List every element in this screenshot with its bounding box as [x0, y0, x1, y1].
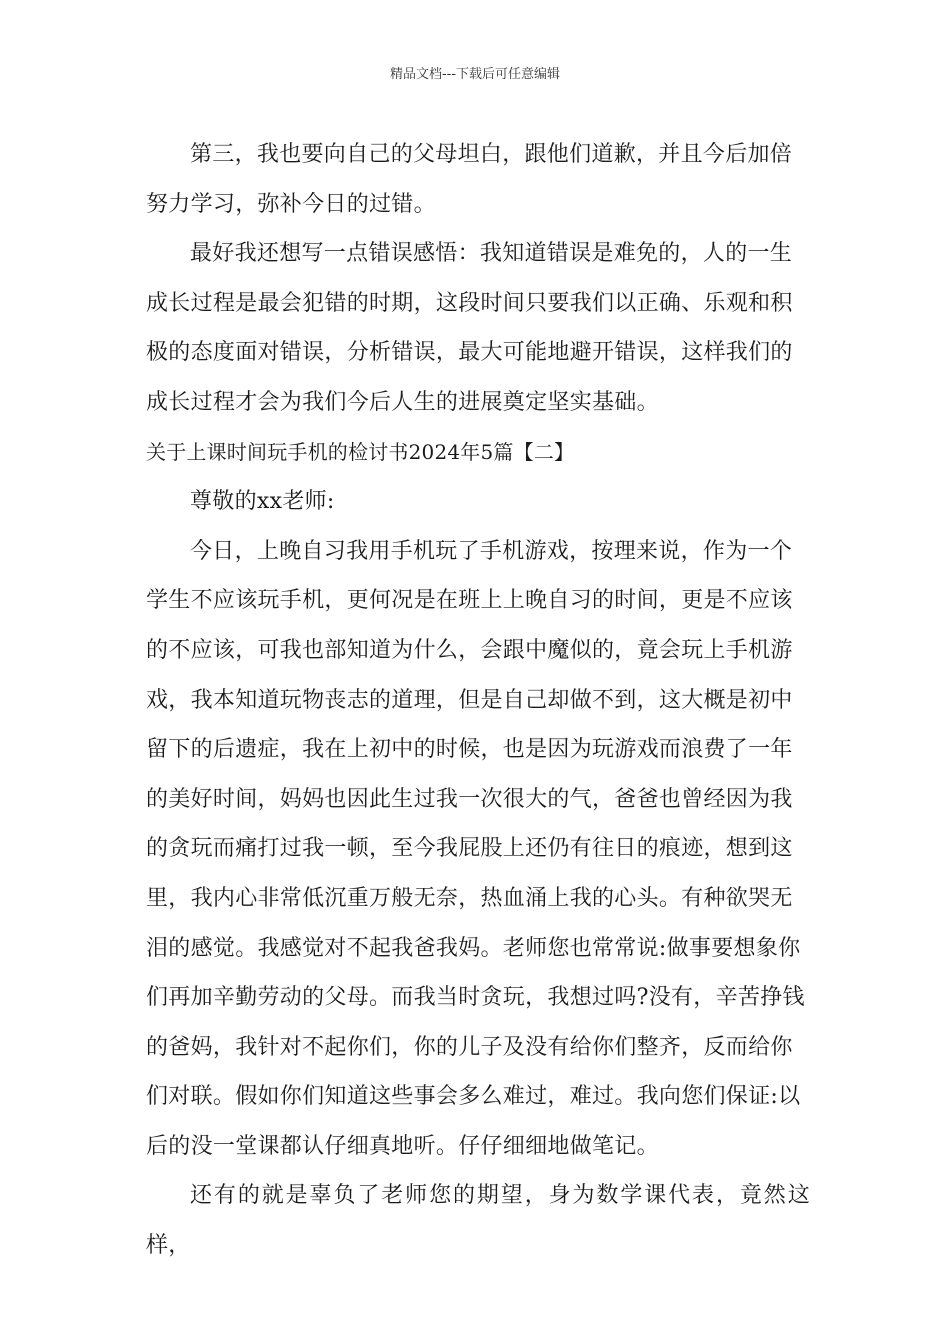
- page-header: 精品文档---下载后可任意编辑: [389, 67, 561, 82]
- text-line: 留下的后遗症，我在上初中的时候，也是因为玩游戏而浪费了一年: [146, 737, 793, 763]
- text-line: 戏，我本知道玩物丧志的道理，但是自己却做不到，这大概是初中: [146, 687, 793, 713]
- text-line: 第三，我也要向自己的父母坦白，跟他们道歉，并且今后加倍: [190, 142, 793, 167]
- text-line: 们对联。假如你们知道这些事会多么难过，难过。我向您们保证:以: [146, 1084, 801, 1110]
- paragraph-reflection: [146, 229, 810, 427]
- text-line: 极的态度面对错误，分析错误，最大可能地避开错误，这样我们的: [146, 340, 793, 366]
- paragraph-class-representative: [146, 1171, 810, 1270]
- document-body: [146, 130, 810, 1271]
- paragraph-main-confession: [146, 527, 810, 1172]
- text-line: 还有的就是辜负了老师您的期望，身为数学课代表，竟然这样，: [146, 1183, 810, 1259]
- text-line: 今日，上晚自习我用手机玩了手机游戏，按理来说，作为一个: [190, 538, 793, 564]
- salutation: 尊敬的xx老师:: [190, 489, 335, 515]
- text-line: 们再加辛勤劳动的父母。而我当时贪玩，我想过吗?没有，辛苦挣钱: [146, 985, 805, 1011]
- text-line: 泪的感觉。我感觉对不起我爸我妈。老师您也常常说:做事要想象你: [146, 935, 801, 961]
- text-line: 成长过程是最会犯错的时期，这段时间只要我们以正确、乐观和积: [146, 290, 793, 316]
- text-line: 学生不应该玩手机，更何况是在班上上晚自习的时间，更是不应该: [146, 588, 793, 614]
- text-line: 后的没一堂课都认仔细真地听。仔仔细细地做笔记。: [146, 1133, 659, 1159]
- text-line: 里，我内心非常低沉重万般无奈，热血涌上我的心头。有种欲哭无: [146, 885, 793, 911]
- text-line: 努力学习，弥补今日的过错。: [146, 191, 436, 217]
- text-line: 的贪玩而痛打过我一顿，至今我屁股上还仍有往日的痕迹，想到这: [146, 836, 793, 862]
- section-heading: 关于上课时间玩手机的检讨书2024年5篇【二】: [146, 439, 575, 464]
- text-line: 最好我还想写一点错误感悟：我知道错误是难免的，人的一生: [190, 241, 793, 267]
- text-line: 成长过程才会为我们今后人生的进展奠定坚实基础。: [146, 389, 659, 415]
- text-line: 的美好时间，妈妈也因此生过我一次很大的气，爸爸也曾经因为我: [146, 786, 793, 812]
- text-line: 的不应该，可我也部知道为什么，会跟中魔似的，竟会玩上手机游: [146, 637, 793, 663]
- text-line: 的爸妈，我针对不起你们，你的儿子及没有给你们整齐，反而给你: [146, 1034, 793, 1060]
- paragraph-apology-parents: [146, 130, 810, 229]
